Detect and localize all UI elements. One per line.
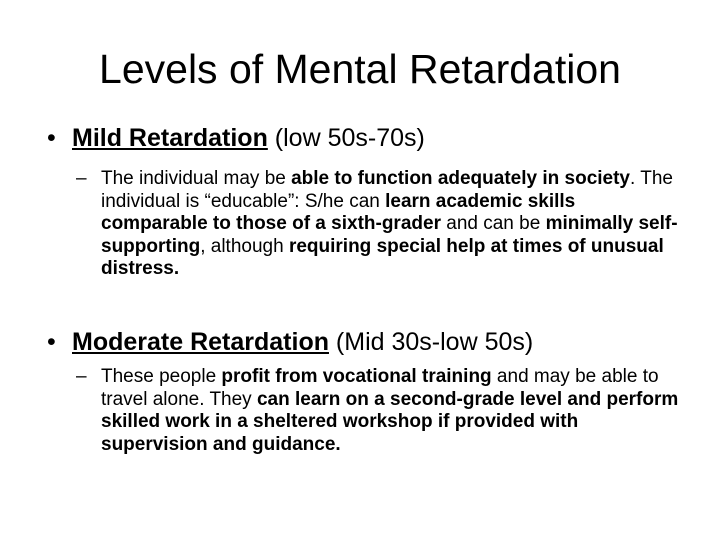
- level-label: Mild Retardation: [72, 124, 268, 152]
- segment: The individual may be: [101, 168, 292, 189]
- bullet-marker: •: [47, 124, 56, 152]
- segment: and may be able to travel alone. They: [101, 366, 659, 410]
- sub-bullet-marker: –: [76, 168, 87, 189]
- description-text: [101, 168, 686, 281]
- segment-bold: can learn on a second-grade level and perform skilled work in a sheltered workshop if provided with supervision and guidance.: [101, 388, 679, 455]
- segment-bold: learn academic skills comparable to those of a sixth-grader: [101, 190, 576, 234]
- segment: . The individual is “educable”: S/he can: [101, 168, 673, 212]
- bullet-marker: •: [47, 328, 56, 356]
- description-text: [101, 366, 686, 456]
- sub-bullet-moderate-description: [76, 366, 686, 456]
- segment-bold: minimally self-supporting: [101, 213, 678, 257]
- iq-range: (low 50s-70s): [267, 124, 425, 152]
- iq-range: (Mid 30s-low 50s): [328, 328, 534, 356]
- slide-title: Levels of Mental Retardation: [99, 46, 621, 92]
- segment: , although: [200, 235, 289, 257]
- segment: and can be: [440, 213, 546, 234]
- sub-bullet-marker: –: [76, 366, 87, 387]
- segment: These people: [101, 366, 222, 387]
- segment-bold: requiring special help at times of unusual distress.: [101, 235, 664, 279]
- bullet-moderate-retardation: [47, 327, 687, 357]
- level-label: Moderate Retardation: [72, 328, 329, 356]
- segment-bold: able to function adequately in society: [291, 168, 631, 189]
- bullet-text: [72, 123, 687, 153]
- segment-bold: profit from vocational training: [221, 366, 492, 387]
- bullet-text: [72, 327, 687, 357]
- bullet-mild-retardation: [47, 123, 687, 153]
- sub-bullet-mild-description: [76, 168, 686, 281]
